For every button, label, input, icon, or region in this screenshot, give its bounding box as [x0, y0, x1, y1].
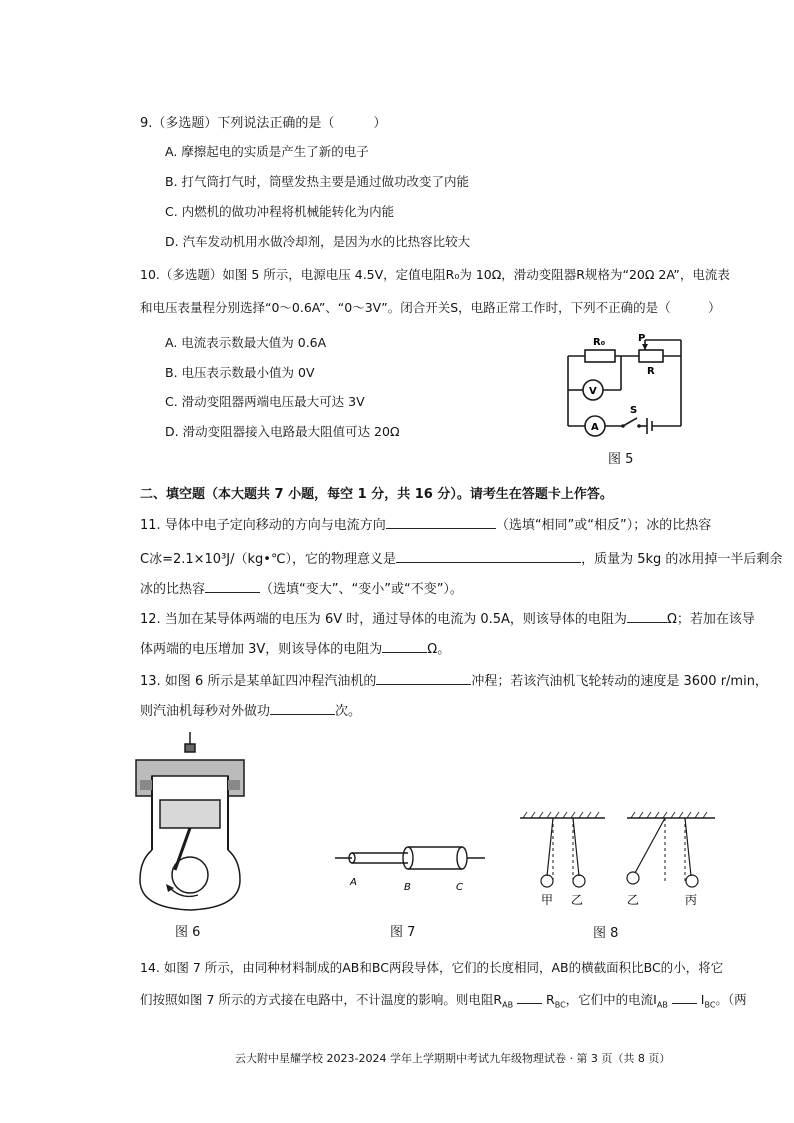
switch: [623, 418, 637, 426]
q10-line2: 和电压表量程分别选择“0～0.6A”、“0～3V”。闭合开关S，电路正常工作时，下列不正确的是（ ）: [140, 300, 721, 315]
fig8-label-jia: 甲: [541, 893, 554, 907]
q12-line1-a: 12. 当加在某导体两端的电压为 6V 时，通过导体的电流为 0.5A，则该导体的电阻为: [140, 612, 627, 627]
p-label: P: [638, 333, 646, 344]
q10-option-b: B. 电压表示数最小值为 0V: [165, 365, 315, 380]
s-label: S: [630, 405, 638, 416]
q12-line2-b: Ω。: [427, 642, 451, 657]
ball-yi: [573, 875, 585, 887]
q14-blank-1[interactable]: [517, 991, 542, 1004]
q13-blank-2[interactable]: [270, 702, 335, 715]
q12-line2: [140, 638, 450, 657]
q11-line2-a: C冰=2.1×10³J/（kg•℃），它的物理意义是: [140, 552, 397, 567]
fig7-label-c: C: [456, 882, 463, 893]
q11-line3-b: （选填“变大”、“变小”或“不变”）。: [260, 582, 463, 597]
q11-line1-b: （选填“相同”或“相反”）；冰的比热容: [495, 518, 712, 533]
q11-blank-3[interactable]: [205, 580, 260, 593]
figure-5-circuit: [555, 330, 695, 440]
q14-line1: 14. 如图 7 所示，由同种材料制成的AB和BC两段导体，它们的长度相同，AB的横截面积比BC的小，将它: [140, 960, 724, 975]
q13-blank-1[interactable]: [376, 672, 471, 685]
q12-line1: [140, 608, 755, 627]
q11-line3-a: 冰的比热容: [140, 582, 206, 597]
q13-line2-b: 次。: [335, 704, 362, 719]
figure-7-caption: 图 7: [390, 925, 416, 940]
q14-sub-rab: AB: [502, 1000, 514, 1010]
q12-blank-1[interactable]: [627, 610, 667, 623]
connecting-rod: [175, 828, 190, 870]
fig7-label-a: A: [350, 877, 357, 888]
figure-5-caption: 图 5: [608, 452, 634, 467]
q9-stem: 9.（多选题）下列说法正确的是（ ）: [140, 116, 387, 131]
r0-label: R₀: [593, 337, 606, 348]
figure-6-caption: 图 6: [175, 925, 201, 940]
page-footer: 云大附中星耀学校 2023-2024 学年上学期期中考试九年级物理试卷 · 第 3 页（共 8 页）: [235, 1052, 671, 1065]
fig7-label-b: B: [404, 882, 411, 893]
r0-resistor: [585, 350, 615, 362]
q10-option-c: C. 滑动变阻器两端电压最大可达 3V: [165, 394, 365, 409]
figure-8-pith-balls: [515, 808, 720, 908]
figure-7-conductors: [330, 835, 495, 895]
q14-line2-d: I: [700, 992, 705, 1007]
crankshaft: [172, 857, 208, 893]
q14-sub-rbc: BC: [554, 1000, 566, 1010]
ball-bing: [686, 875, 698, 887]
q14-line2-c: ，它们中的电流I: [565, 992, 657, 1007]
q10-option-d: D. 滑动变阻器接入电路最大阻值可达 20Ω: [165, 424, 400, 439]
q9-option-d: D. 汽车发动机用水做冷却剂，是因为水的比热容比较大: [165, 234, 471, 249]
q12-blank-2[interactable]: [382, 640, 427, 653]
crankcase: [140, 850, 240, 910]
q10-line1: 10.（多选题）如图 5 所示，电源电压 4.5V，定值电阻R₀为 10Ω，滑动变阻器R规格为“20Ω 2A”，电流表: [140, 267, 730, 282]
q13-line1-b: 冲程；若该汽油机飞轮转动的速度是 3600 r/min，: [471, 674, 768, 689]
fig8-label-yi: 乙: [571, 893, 584, 907]
q13-line2-a: 则汽油机每秒对外做功: [140, 704, 271, 719]
q9-option-c: C. 内燃机的做功冲程将机械能转化为内能: [165, 204, 395, 219]
q14-sub-iab: AB: [656, 1000, 668, 1010]
rheostat: [639, 350, 663, 362]
q12-line2-a: 体两端的电压增加 3V，则该导体的电阻为: [140, 642, 383, 657]
q11-line1-a: 11. 导体中电子定向移动的方向与电流方向: [140, 518, 386, 533]
q10-option-a: A. 电流表示数最大值为 0.6A: [165, 335, 327, 350]
a-label: A: [591, 422, 599, 433]
q14-line2-a: 们按照如图 7 所示的方式接在电路中，不计温度的影响。则电阻R: [140, 992, 503, 1007]
v-label: V: [589, 386, 597, 397]
fig8-label-yi-2: 乙: [627, 893, 640, 907]
q11-line2-b: ，质量为 5kg 的冰用掉一半后剩余: [581, 552, 783, 567]
q12-line1-b: Ω；若加在该导: [666, 612, 755, 627]
q9-option-b: B. 打气筒打气时，筒壁发热主要是通过做功改变了内能: [165, 174, 470, 189]
section-2-heading: 二、填空题（本大题共 7 小题，每空 1 分，共 16 分）。请考生在答题卡上作答。: [140, 487, 613, 502]
q11-line3: [140, 578, 463, 597]
figure-6-engine: [130, 730, 255, 915]
q9-option-a: A. 摩擦起电的实质是产生了新的电子: [165, 144, 369, 159]
q13-line1-a: 13. 如图 6 所示是某单缸四冲程汽油机的: [140, 674, 377, 689]
q11-blank-2[interactable]: [396, 550, 581, 563]
fig8-label-bing: 丙: [685, 893, 698, 907]
q11-line2: [140, 548, 782, 567]
q14-line2-e: 。（两: [715, 992, 747, 1007]
q11-line1: [140, 514, 711, 533]
piston: [160, 800, 220, 828]
q14-line2: [140, 990, 747, 1010]
figure-8-caption: 图 8: [593, 926, 619, 941]
q13-line1: [140, 670, 768, 689]
q13-line2: [140, 700, 361, 719]
q14-blank-2[interactable]: [672, 991, 697, 1004]
q14-line2-b: R: [546, 992, 555, 1007]
r-label: R: [647, 366, 655, 377]
q14-sub-ibc: BC: [704, 1000, 716, 1010]
q11-blank-1[interactable]: [386, 516, 496, 529]
ball-yi-2: [627, 872, 639, 884]
ball-jia: [541, 875, 553, 887]
